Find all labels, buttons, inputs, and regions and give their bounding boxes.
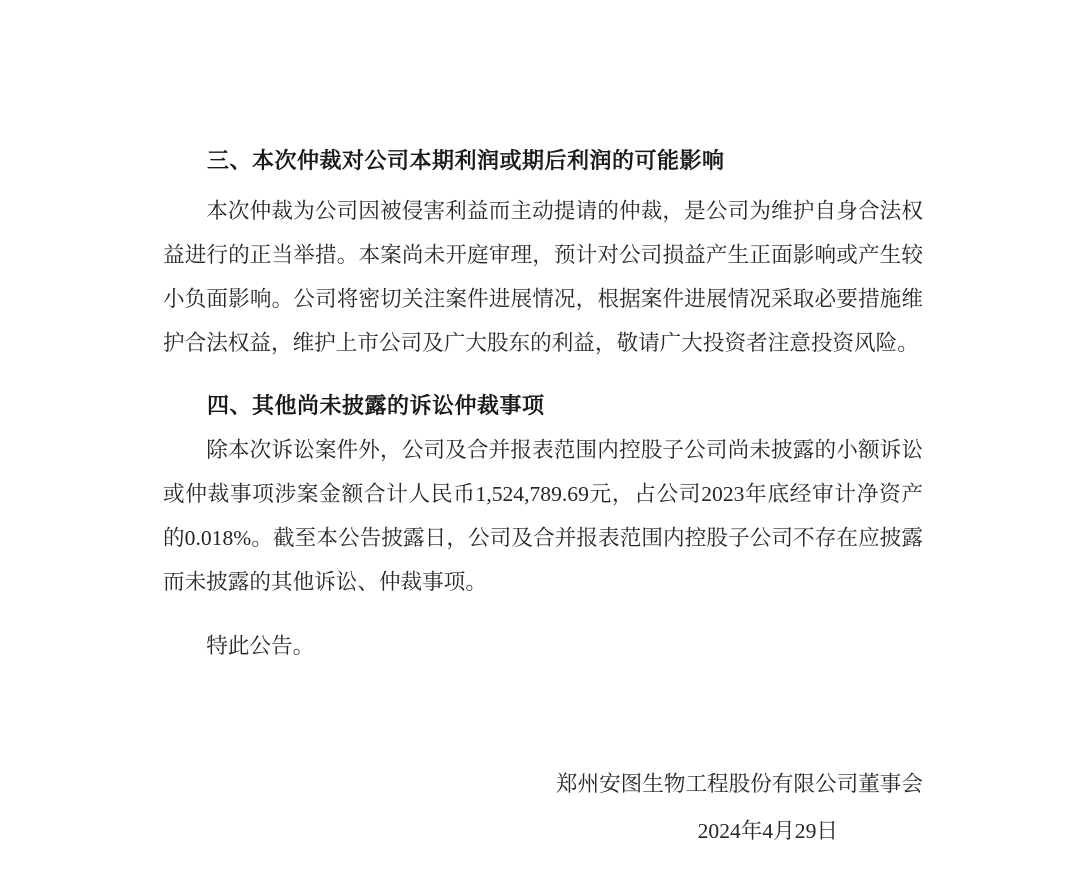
section-heading-other-undisclosed-matters: 四、其他尚未披露的诉讼仲裁事项: [207, 393, 545, 418]
section-paragraph-other-undisclosed-matters: 除本次诉讼案件外，公司及合并报表范围内控股子公司尚未披露的小额诉讼或仲裁事项涉案金额合计人民币1,524,789.69元，占公司2023年底经审计净资产的0.018%。截至本公告披露日，公司及合并报表范围内控股子公司不存在应披露而未披露的其他诉讼、仲裁事项。: [163, 438, 923, 594]
signature-block: [163, 762, 923, 853]
section-paragraph-impact-on-profit: 本次仲裁为公司因被侵害利益而主动提请的仲裁，是公司为维护自身合法权益进行的正当举措。本案尚未开庭审理，预计对公司损益产生正面影响或产生较小负面影响。公司将密切关注案件进展情况，根据案件进展情况采取必要措施维护合法权益，维护上市公司及广大股东的利益，敬请广大投资者注意投资风险。: [163, 199, 923, 355]
closing-statement: 特此公告。: [206, 634, 315, 658]
signature-company-board: 郑州安图生物工程股份有限公司董事会: [555, 772, 923, 796]
section-heading-impact-on-profit: 三、本次仲裁对公司本期利润或期后利润的可能影响: [207, 148, 725, 173]
announcement-date: 2024年4月29日: [697, 819, 838, 843]
